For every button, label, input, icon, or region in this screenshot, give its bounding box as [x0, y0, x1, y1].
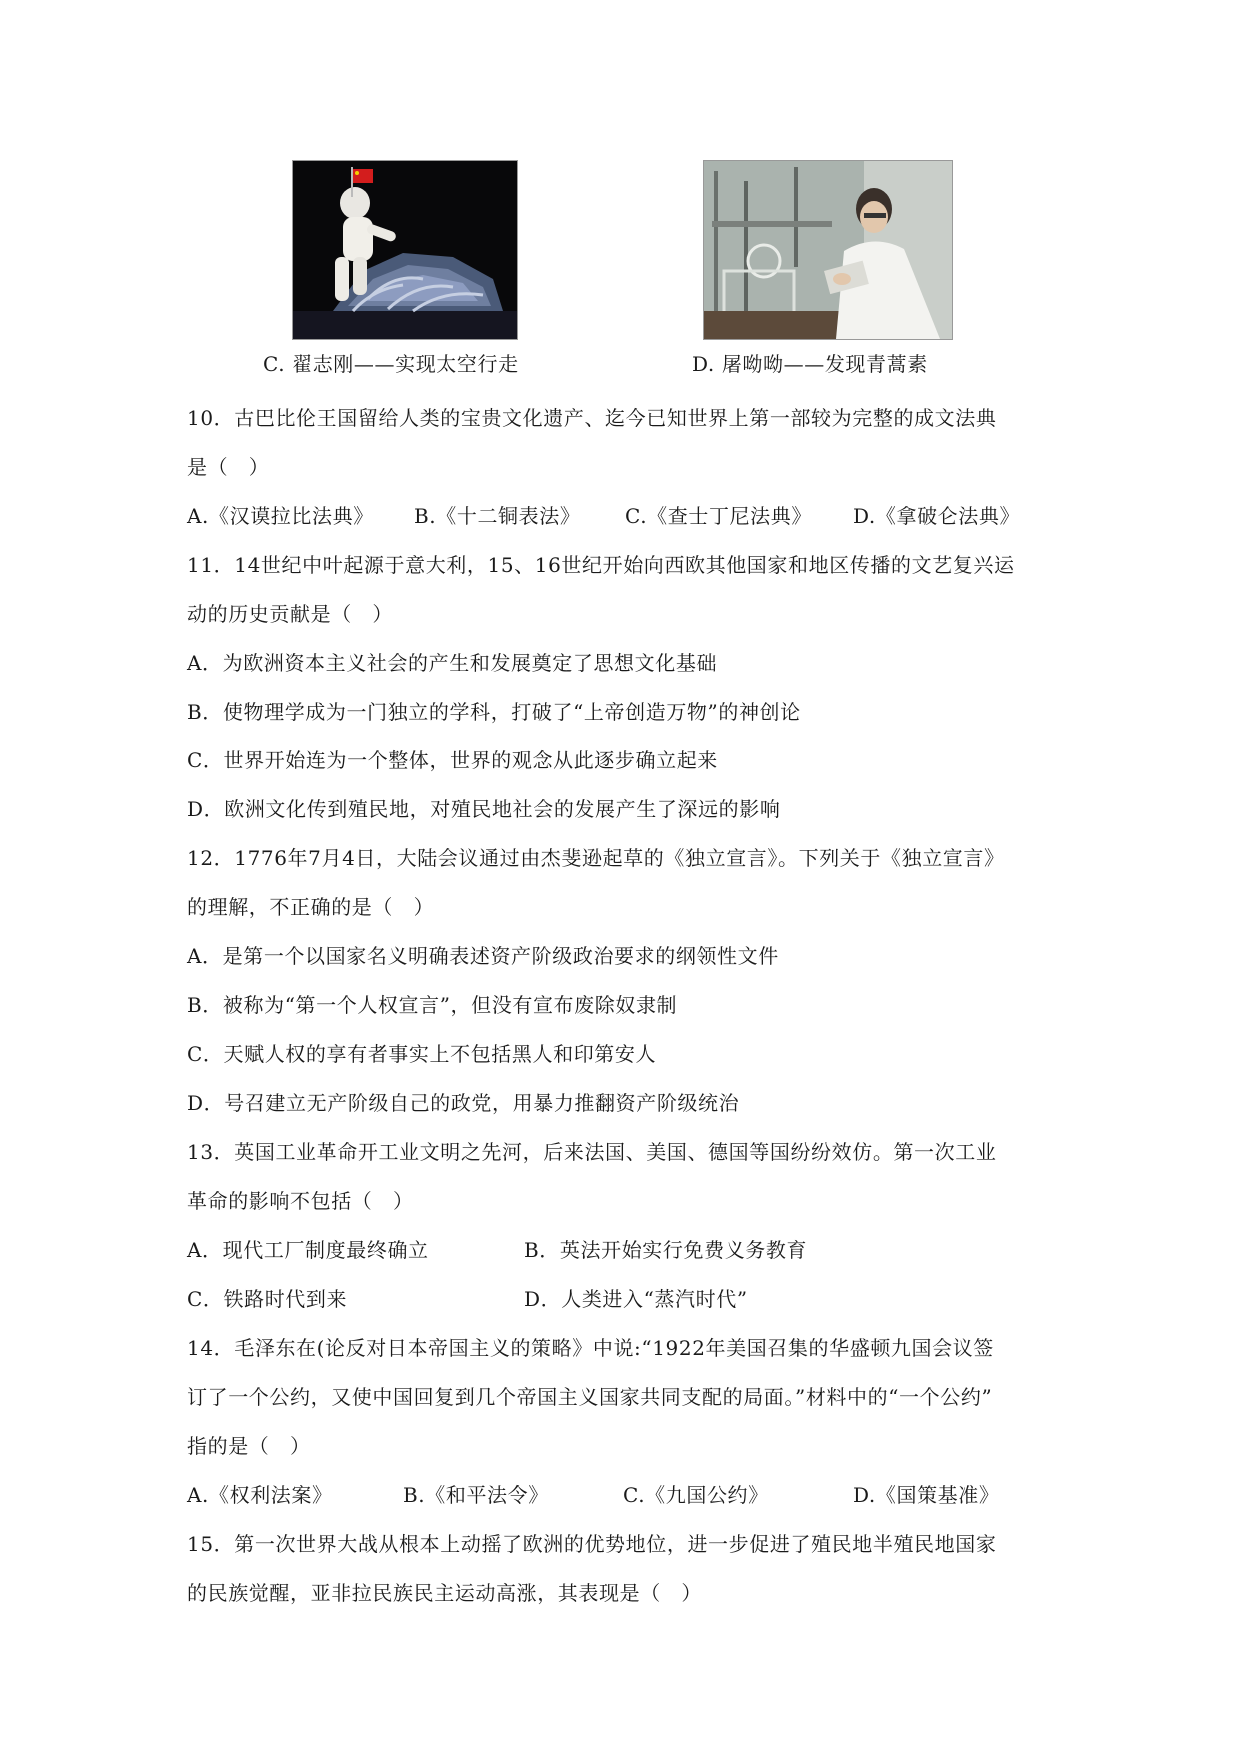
- q10-option-c: C.《查士丁尼法典》: [625, 504, 812, 528]
- caption-c: C. 翟志刚——实现太空行走: [263, 352, 519, 376]
- q13-option-a: A．现代工厂制度最终确立: [187, 1238, 429, 1262]
- q10-stem-line2: 是（ ）: [187, 455, 270, 479]
- q13-option-c: C．铁路时代到来: [187, 1287, 348, 1311]
- q10-option-d: D.《拿破仑法典》: [853, 504, 1021, 528]
- spacewalk-photo: [292, 160, 518, 340]
- q11-stem-line1: 11．14世纪中叶起源于意大利，15、16世纪开始向西欧其他国家和地区传播的文艺复兴运: [187, 553, 1015, 577]
- q14-option-b: B.《和平法令》: [403, 1483, 549, 1507]
- q12-option-a: A．是第一个以国家名义明确表述资产阶级政治要求的纲领性文件: [187, 944, 779, 968]
- q12-stem-line2: 的理解，不正确的是（ ）: [187, 895, 435, 919]
- q15-stem-line1: 15．第一次世界大战从根本上动摇了欧洲的优势地位，进一步促进了殖民地半殖民地国家: [187, 1532, 997, 1556]
- q14-option-d: D.《国策基准》: [853, 1483, 1000, 1507]
- q10-option-a: A.《汉谟拉比法典》: [187, 504, 374, 528]
- q11-option-b: B．使物理学成为一门独立的学科，打破了“上帝创造万物”的神创论: [187, 700, 801, 724]
- q14-stem-line3: 指的是（ ）: [187, 1434, 311, 1458]
- q13-option-b: B．英法开始实行免费义务教育: [524, 1238, 808, 1262]
- q14-option-a: A.《权利法案》: [187, 1483, 333, 1507]
- q12-option-d: D．号召建立无产阶级自己的政党，用暴力推翻资产阶级统治: [187, 1091, 740, 1115]
- q10-option-b: B.《十二铜表法》: [414, 504, 581, 528]
- lab-photo: [703, 160, 953, 340]
- caption-d: D. 屠呦呦——发现青蒿素: [692, 352, 928, 376]
- q14-option-c: C.《九国公约》: [623, 1483, 769, 1507]
- q14-stem-line1: 14．毛泽东在(论反对日本帝国主义的策略》中说:“1922年美国召集的华盛顿九国会议签: [187, 1336, 994, 1360]
- q11-option-c: C．世界开始连为一个整体，世界的观念从此逐步确立起来: [187, 748, 718, 772]
- q12-option-c: C．天赋人权的享有者事实上不包括黑人和印第安人: [187, 1042, 657, 1066]
- q11-stem-line2: 动的历史贡献是（ ）: [187, 602, 393, 626]
- q11-option-d: D．欧洲文化传到殖民地，对殖民地社会的发展产生了深远的影响: [187, 797, 781, 821]
- q12-stem-line1: 12．1776年7月4日，大陆会议通过由杰斐逊起草的《独立宣言》。下列关于《独立宣言》: [187, 846, 1005, 870]
- q10-stem-line1: 10．古巴比伦王国留给人类的宝贵文化遗产、迄今已知世界上第一部较为完整的成文法典: [187, 406, 997, 430]
- q14-stem-line2: 订了一个公约，又使中国回复到几个帝国主义国家共同支配的局面。”材料中的“一个公约”: [187, 1385, 993, 1409]
- q13-stem-line1: 13．英国工业革命开工业文明之先河，后来法国、美国、德国等国纷纷效仿。第一次工业: [187, 1140, 997, 1164]
- q12-option-b: B．被称为“第一个人权宣言”，但没有宣布废除奴隶制: [187, 993, 678, 1017]
- q15-stem-line2: 的民族觉醒，亚非拉民族民主运动高涨，其表现是（ ）: [187, 1581, 702, 1605]
- q11-option-a: A．为欧洲资本主义社会的产生和发展奠定了思想文化基础: [187, 651, 718, 675]
- q13-option-d: D．人类进入“蒸汽时代”: [524, 1287, 748, 1311]
- q13-stem-line2: 革命的影响不包括（ ）: [187, 1189, 414, 1213]
